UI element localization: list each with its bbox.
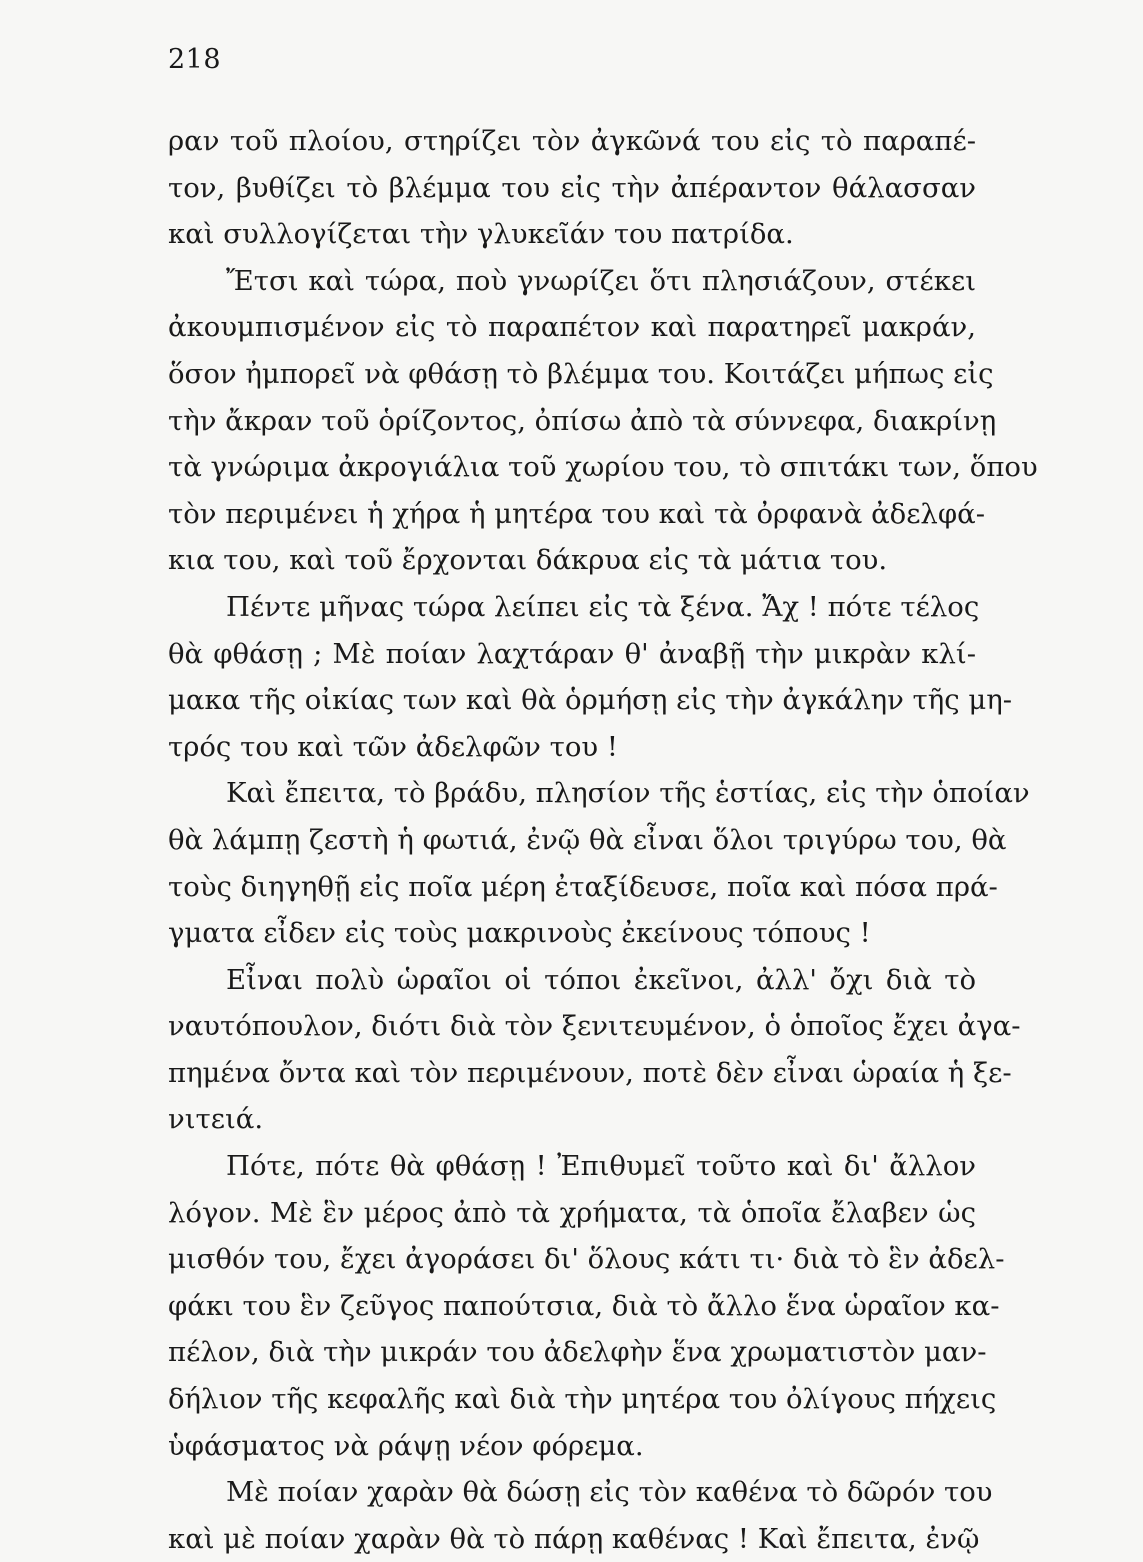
text-line: θὰ φθάσῃ ; Μὲ ποίαν λαχτάραν θ' ἀναβῇ τὴν μικρὰν κλί- — [168, 637, 976, 670]
text-line: τρός του καὶ τῶν ἀδελφῶν του ! — [168, 730, 618, 763]
text-line: κια του, καὶ τοῦ ἔρχονται δάκρυα εἰς τὰ μάτια του. — [168, 544, 888, 577]
text-line: Ἔτσι καὶ τώρα, ποὺ γνωρίζει ὅτι πλησιάζουν, στέκει — [226, 264, 976, 297]
text-line: φάκι του ἓν ζεῦγος παπούτσια, διὰ τὸ ἄλλο ἕνα ὡραῖον κα- — [168, 1289, 1000, 1322]
text-line: ναυτόπουλον, διότι διὰ τὸν ξενιτευμένον, ὁ ὁποῖος ἔχει ἀγα- — [168, 1010, 1021, 1043]
text-line: τοὺς διηγηθῇ εἰς ποῖα μέρη ἐταξίδευσε, ποῖα καὶ πόσα πρά- — [168, 870, 998, 903]
text-line: Εἶναι πολὺ ὡραῖοι οἱ τόποι ἐκεῖνοι, ἀλλ' ὄχι διὰ τὸ — [226, 963, 976, 996]
text-line: τὴν ἄκραν τοῦ ὁρίζοντος, ὀπίσω ἀπὸ τὰ σύννεφα, διακρίνῃ — [168, 404, 997, 437]
page-number: 218 — [168, 44, 222, 75]
body-text — [168, 118, 1038, 1562]
text-line: πέλον, διὰ τὴν μικράν του ἀδελφὴν ἕνα χρωματιστὸν μαν- — [168, 1336, 987, 1369]
text-line: Πέντε μῆνας τώρα λείπει εἰς τὰ ξένα. Ἄχ ! πότε τέλος — [226, 590, 980, 623]
text-line: δήλιον τῆς κεφαλῆς καὶ διὰ τὴν μητέρα του ὀλίγους πήχεις — [168, 1383, 997, 1416]
text-line: Καὶ ἔπειτα, τὸ βράδυ, πλησίον τῆς ἑστίας, εἰς τὴν ὁποίαν — [226, 777, 1030, 810]
text-line: ραν τοῦ πλοίου, στηρίζει τὸν ἀγκῶνά του εἰς τὸ παραπέ- — [168, 125, 976, 157]
text-line: καὶ συλλογίζεται τὴν γλυκεῖάν του πατρίδα. — [168, 218, 794, 251]
text-line: τὸν περιμένει ἡ χήρα ἡ μητέρα του καὶ τὰ ὀρφανὰ ἀδελφά- — [168, 497, 985, 530]
text-line: πημένα ὄντα καὶ τὸν περιμένουν, ποτὲ δὲν εἶναι ὡραία ἡ ξε- — [168, 1056, 1012, 1089]
text-line: τον, βυθίζει τὸ βλέμμα του εἰς τὴν ἀπέραντον θάλασσαν — [168, 171, 976, 204]
text-line: λόγον. Μὲ ἓν μέρος ἀπὸ τὰ χρήματα, τὰ ὁποῖα ἔλαβεν ὡς — [168, 1196, 976, 1229]
text-line: Πότε, πότε θὰ φθάσῃ ! Ἐπιθυμεῖ τοῦτο καὶ δι' ἄλλον — [226, 1150, 976, 1183]
text-line: Μὲ ποίαν χαρὰν θὰ δώσῃ εἰς τὸν καθένα τὸ δῶρόν του — [226, 1476, 993, 1509]
text-line: θὰ λάμπῃ ζεστὴ ἡ φωτιά, ἐνῷ θὰ εἶναι ὅλοι τριγύρω του, θὰ — [168, 823, 1007, 856]
text-line: μισθόν του, ἔχει ἀγοράσει δι' ὅλους κάτι τι· διὰ τὸ ἓν ἀδελ- — [168, 1243, 1005, 1276]
text-line: ἀκουμπισμένον εἰς τὸ παραπέτον καὶ παρατηρεῖ μακράν, — [168, 311, 976, 344]
text-line: γματα εἶδεν εἰς τοὺς μακρινοὺς ἐκείνους τόπους ! — [168, 917, 871, 950]
text-line: νιτειά. — [168, 1103, 264, 1136]
text-line: μακα τῆς οἰκίας των καὶ θὰ ὁρμήσῃ εἰς τὴν ἀγκάλην τῆς μη- — [168, 684, 1013, 717]
text-line: ὅσον ἠμπορεῖ νὰ φθάσῃ τὸ βλέμμα του. Κοιτάζει μήπως εἰς — [168, 357, 994, 390]
text-line: τὰ γνώριμα ἀκρογιάλια τοῦ χωρίου του, τὸ σπιτάκι των, ὅπου — [168, 451, 1038, 484]
text-line: ὑφάσματος νὰ ράψῃ νέον φόρεμα. — [168, 1429, 644, 1462]
text-line: καὶ μὲ ποίαν χαρὰν θὰ τὸ πάρῃ καθένας ! Καὶ ἔπειτα, ἐνῷ — [168, 1522, 980, 1555]
